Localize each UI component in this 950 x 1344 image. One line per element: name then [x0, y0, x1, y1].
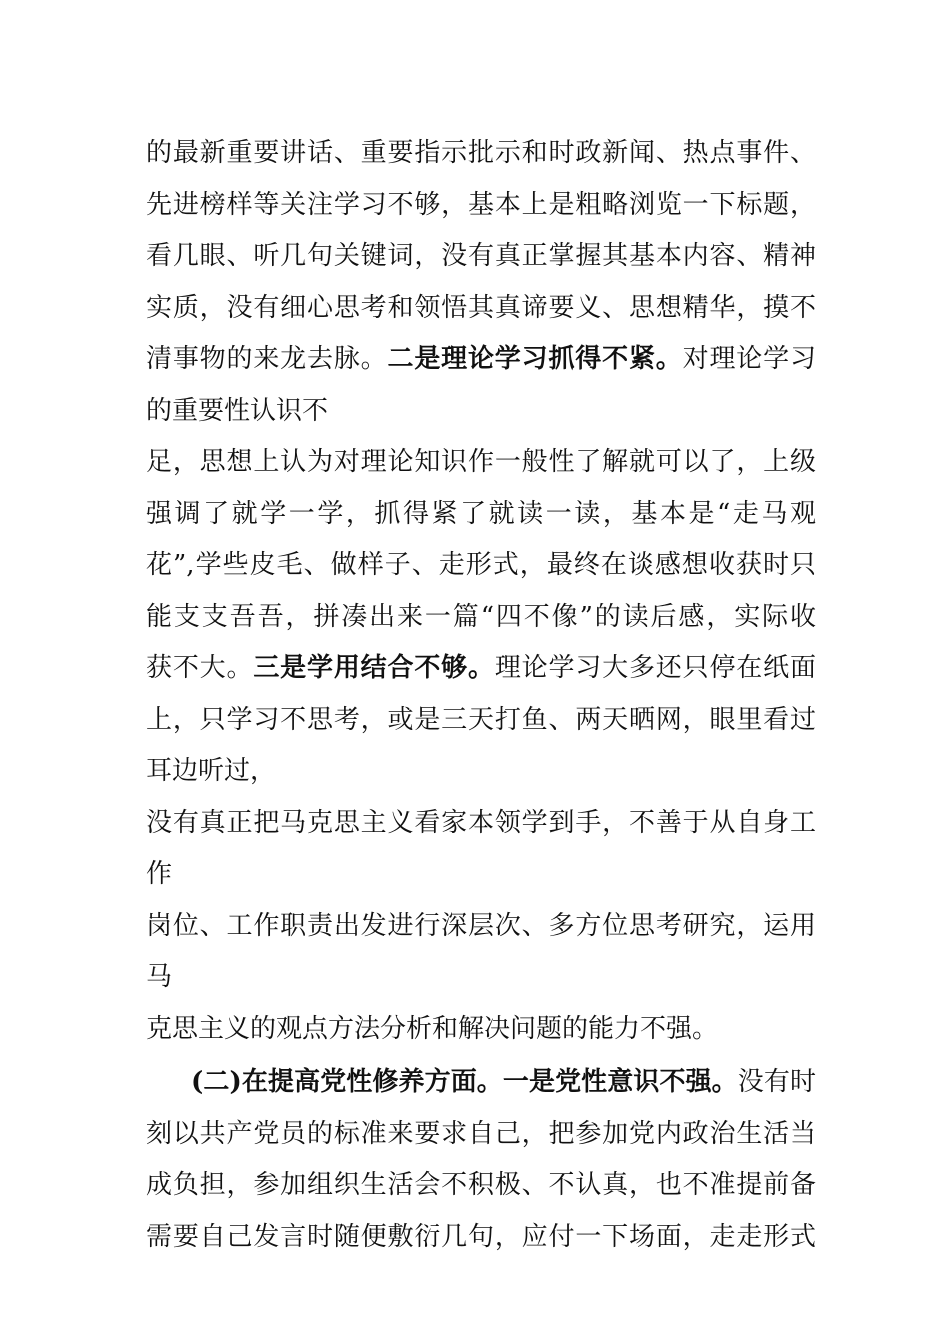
- text-line: 的重要性认识不: [146, 395, 329, 426]
- text-line: 实质，没有细心思考和领悟其真谛要义、思想精华，摸不: [146, 292, 816, 323]
- text-run: 清事物的来龙去脉。: [146, 344, 388, 374]
- text-run: 获不大。: [146, 653, 254, 683]
- text-run: 没有时: [737, 1067, 816, 1097]
- text-line: 作: [146, 859, 173, 889]
- text-line: 成负担，参加组织生活会不积极、不认真，也不准提前备: [146, 1170, 816, 1200]
- text-line: 花”,学些皮毛、做样子、走形式，最终在谈感想收获时只: [146, 550, 816, 580]
- text-line: [146, 334, 816, 386]
- text-run: 理论学习大多还只停在纸面: [494, 653, 816, 683]
- section-heading: (二)在提高党性修养方面。一是党性意识不强。: [191, 1067, 738, 1097]
- text-line: [146, 643, 816, 695]
- text-run: 对理论学习: [682, 344, 816, 374]
- text-line: 需要自己发言时随便敷衍几句，应付一下场面，走走形式: [146, 1221, 816, 1252]
- text-line: 刻以共产党员的标准来要求自己，把参加党内政治生活当: [146, 1118, 816, 1149]
- text-line: 足，思想上认为对理论知识作一般性了解就可以了，上级: [146, 447, 816, 477]
- text-line: [146, 1057, 816, 1109]
- text-line: 上，只学习不思考，或是三天打鱼、两天晒网，眼里看过: [146, 704, 816, 735]
- text-line: 能支支吾吾，拼凑出来一篇“四不像”的读后感，实际收: [146, 601, 816, 632]
- text-line: 强调了就学一学，抓得紧了就读一读，基本是“走马观: [146, 498, 816, 529]
- text-line: 耳边听过，: [146, 756, 277, 786]
- bold-heading-run: 二是理论学习抓得不紧。: [387, 344, 683, 374]
- text-line: 先进榜样等关注学习不够，基本上是粗略浏览一下标题，: [146, 189, 816, 220]
- text-line: 的最新重要讲话、重要指示批示和时政新闻、热点事件、: [146, 138, 816, 168]
- text-line: 看几眼、听几句关键词，没有真正掌握其基本内容、精神: [146, 241, 816, 271]
- document-body: [146, 128, 816, 1263]
- text-line: 岗位、工作职责出发进行深层次、多方位思考研究，运用: [146, 910, 816, 941]
- bold-heading-run: 三是学用结合不够。: [253, 653, 495, 683]
- text-line: 没有真正把马克思主义看家本领学到手，不善于从自身工: [146, 807, 816, 838]
- text-line: 克思主义的观点方法分析和解决问题的能力不强。: [146, 1013, 719, 1044]
- text-line: 马: [146, 962, 173, 992]
